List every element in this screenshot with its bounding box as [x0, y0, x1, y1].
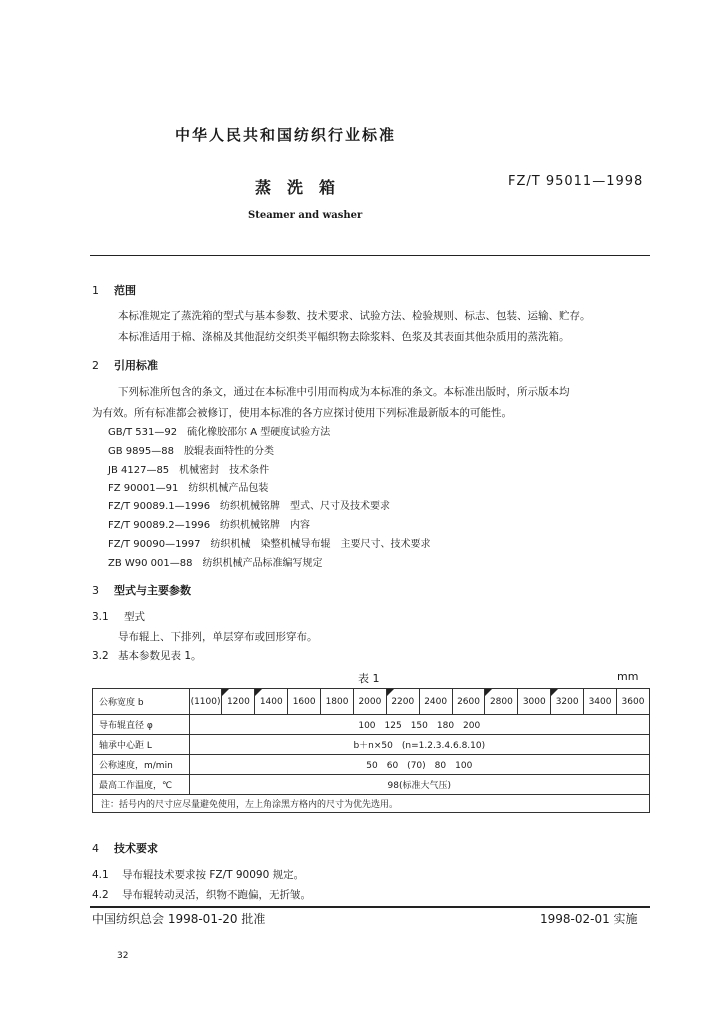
- reference-item: JB 4127—85 机械密封 技术条件: [108, 465, 270, 476]
- section-number: 3: [92, 584, 99, 597]
- header-rule: [90, 255, 650, 256]
- width-cell-preferred: 3200: [551, 689, 584, 715]
- width-cell: 2400: [419, 689, 452, 715]
- english-title: Steamer and washer: [248, 210, 363, 221]
- section-number: 4: [92, 842, 99, 855]
- document-title: 蒸洗箱: [255, 178, 352, 197]
- table-row: [93, 735, 650, 755]
- reference-item: GB 9895—88 胶辊表面特性的分类: [108, 446, 274, 457]
- table-row: [93, 689, 650, 715]
- subsection-4-1: [92, 867, 304, 882]
- section-1-paragraph-1: 本标准规定了蒸洗箱的型式与基本参数、技术要求、试验方法、检验规则、标志、包装、运输、贮存。: [118, 310, 591, 322]
- width-cell: 1800: [321, 689, 354, 715]
- reference-item: FZ 90001—91 纺织机械产品包装: [108, 483, 269, 494]
- subsection-text: 导布辊技术要求按 FZ/T 90090 规定。: [122, 869, 305, 881]
- width-cell: 3000: [518, 689, 551, 715]
- table-row: [93, 755, 650, 775]
- section-title: 型式与主要参数: [114, 584, 191, 597]
- page-number: 32: [117, 951, 129, 961]
- section-1-paragraph-2: 本标准适用于棉、涤棉及其他混纺交织类平幅织物去除浆料、色浆及其表面其他杂质用的蒸洗箱。: [118, 331, 570, 343]
- subsection-number: 3.2: [92, 650, 109, 662]
- max-temperature-value: 98(标准大气压): [189, 775, 649, 795]
- table-row: [93, 715, 650, 735]
- width-cell: (1100): [189, 689, 222, 715]
- reference-item: FZ/T 90089.2—1996 纺织机械铭牌 内容: [108, 520, 311, 531]
- table-unit: mm: [617, 670, 639, 683]
- row-label-max-temperature: 最高工作温度，℃: [93, 775, 190, 795]
- row-label-roller-diameter: 导布辊直径 φ: [93, 715, 190, 735]
- subsection-text: 基本参数见表 1。: [118, 650, 202, 662]
- bearing-distance-value: b＋n×50 (n=1.2.3.4.6.8.10): [189, 735, 649, 755]
- subsection-title: 型式: [124, 611, 145, 623]
- parameters-table: [92, 688, 650, 813]
- subsection-3-1-text: 导布辊上、下排列，单层穿布或回形穿布。: [118, 631, 318, 643]
- section-2-paragraph-line-2: 为有效。所有标准都会被修订，使用本标准的各方应探讨使用下列标准最新版本的可能性。: [92, 407, 512, 419]
- section-title: 范围: [114, 284, 136, 297]
- table-row: [93, 775, 650, 795]
- table-row: [93, 795, 650, 813]
- width-cell: 2600: [452, 689, 485, 715]
- width-cell: 3600: [616, 689, 649, 715]
- footer-rule: [90, 906, 650, 908]
- reference-item: FZ/T 90089.1—1996 纺织机械铭牌 型式、尺寸及技术要求: [108, 501, 391, 512]
- width-cell: 2000: [353, 689, 386, 715]
- width-cell-preferred: 1200: [222, 689, 255, 715]
- implementation-date: 1998-02-01 实施: [540, 912, 638, 926]
- width-cell-preferred: 1400: [255, 689, 288, 715]
- width-cell: 1600: [288, 689, 321, 715]
- section-2-paragraph-line-1: 下列标准所包含的条文，通过在本标准中引用而构成为本标准的条文。本标准出版时，所示版本均: [118, 386, 570, 398]
- row-label-bearing-distance: 轴承中心距 L: [93, 735, 190, 755]
- standard-organization: 中华人民共和国纺织行业标准: [175, 126, 397, 144]
- section-title: 技术要求: [114, 842, 158, 855]
- section-2-heading: [92, 357, 158, 373]
- section-number: 1: [92, 284, 99, 297]
- row-label-nominal-speed: 公称速度，m/min: [93, 755, 190, 775]
- roller-diameter-values: 100 125 150 180 200: [189, 715, 649, 735]
- width-cell-preferred: 2200: [386, 689, 419, 715]
- section-1-heading: [92, 282, 136, 298]
- subsection-3-2: [92, 648, 202, 663]
- subsection-4-2: [92, 887, 311, 902]
- subsection-number: 3.1: [92, 611, 109, 623]
- subsection-text: 导布辊转动灵活，织物不跑偏，无折皱。: [122, 889, 311, 901]
- section-4-heading: [92, 840, 158, 856]
- approval-date: 中国纺织总会 1998-01-20 批准: [92, 912, 266, 926]
- table-note: 注：括号内的尺寸应尽量避免使用，左上角涂黑方格内的尺寸为优先选用。: [93, 795, 650, 813]
- subsection-number: 4.1: [92, 869, 109, 881]
- width-cell-preferred: 2800: [485, 689, 518, 715]
- reference-item: GB/T 531—92 硫化橡胶邵尔 A 型硬度试验方法: [108, 427, 331, 438]
- width-cell: 3400: [584, 689, 617, 715]
- section-number: 2: [92, 359, 99, 372]
- reference-item: FZ/T 90090—1997 纺织机械 染整机械导布辊 主要尺寸、技术要求: [108, 539, 431, 550]
- nominal-speed-values: 50 60 (70) 80 100: [189, 755, 649, 775]
- section-title: 引用标准: [114, 359, 158, 372]
- reference-item: ZB W90 001—88 纺织机械产品标准编写规定: [108, 558, 323, 569]
- table-caption: 表 1: [358, 672, 380, 685]
- section-3-heading: [92, 582, 191, 598]
- standard-number: FZ/T 95011—1998: [508, 174, 644, 189]
- row-label-nominal-width: 公称宽度 b: [93, 689, 190, 715]
- subsection-3-1-heading: [92, 609, 145, 624]
- subsection-number: 4.2: [92, 889, 109, 901]
